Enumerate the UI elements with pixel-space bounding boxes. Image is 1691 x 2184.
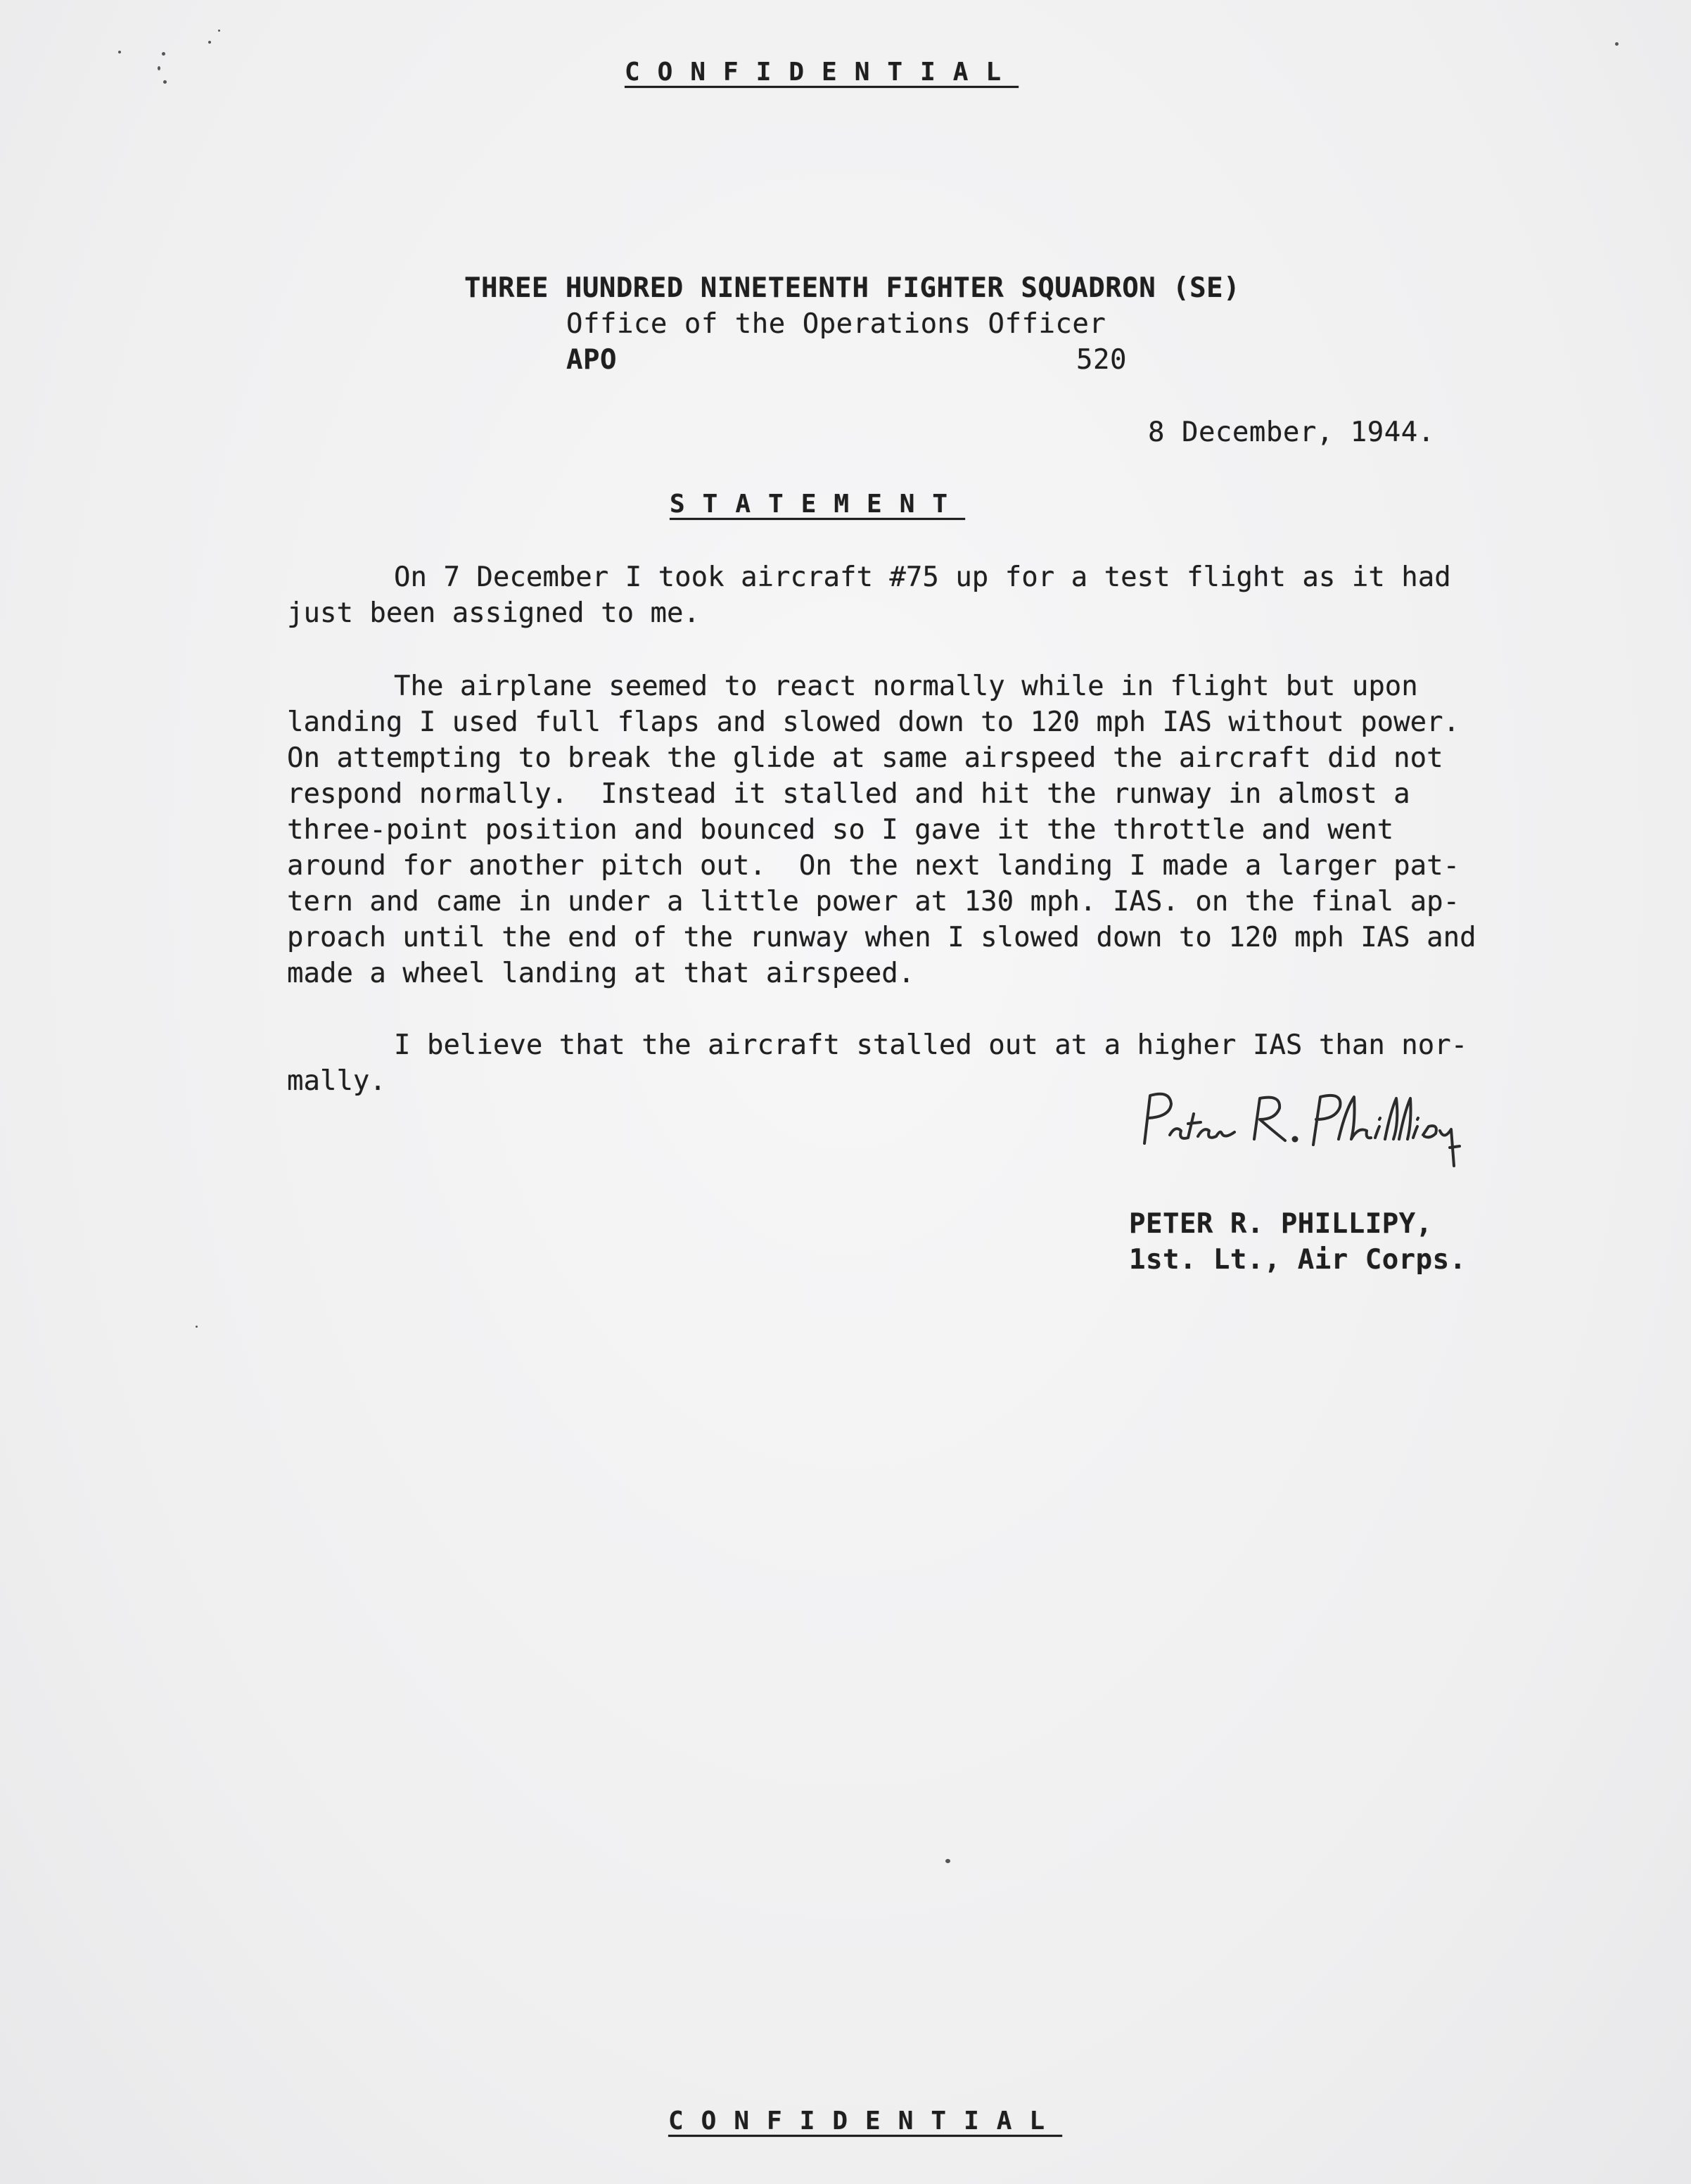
paragraph-line: The airplane seemed to react normally while in flight but upon xyxy=(394,671,1418,702)
signatory-name: PETER R. PHILLIPY, xyxy=(1129,1208,1433,1240)
paper-speck xyxy=(1615,42,1619,46)
paper-speck xyxy=(945,1859,950,1863)
header-classification-mark: CONFIDENTIAL xyxy=(625,58,1019,87)
paper-speck xyxy=(162,52,165,56)
letterhead-apo-number: 520 xyxy=(1076,344,1127,376)
paragraph-line: proach until the end of the runway when I slowed down to 120 mph IAS and xyxy=(287,922,1476,953)
paragraph-line: just been assigned to me. xyxy=(287,597,700,629)
paper-speck xyxy=(118,51,121,53)
letterhead-unit: THREE HUNDRED NINETEENTH FIGHTER SQUADRON (SE) xyxy=(464,272,1241,304)
body-paragraph-2 xyxy=(287,668,1476,991)
paper-speck xyxy=(218,30,220,32)
document-date: 8 December, 1944. xyxy=(1148,417,1435,448)
paragraph-line: made a wheel landing at that airspeed. xyxy=(287,958,915,989)
paragraph-line: mally. xyxy=(287,1065,386,1097)
letterhead-office: Office of the Operations Officer xyxy=(566,308,1106,340)
signatory-rank: 1st. Lt., Air Corps. xyxy=(1129,1244,1467,1276)
document-title: STATEMENT xyxy=(670,490,966,519)
paragraph-line: tern and came in under a little power at 130 mph. IAS. on the final ap- xyxy=(287,886,1460,918)
paragraph-line: around for another pitch out. On the next landing I made a larger pat- xyxy=(287,850,1460,882)
body-paragraph-1 xyxy=(287,559,1451,631)
paper-speck xyxy=(163,80,167,84)
paragraph-line: landing I used full flaps and slowed down to 120 mph IAS without power. xyxy=(287,706,1460,738)
paper-speck xyxy=(158,66,160,70)
paragraph-line: three-point position and bounced so I gave it the throttle and went xyxy=(287,814,1394,846)
paragraph-line: On attempting to break the glide at same airspeed the aircraft did not xyxy=(287,742,1443,774)
paragraph-line: On 7 December I took aircraft #75 up for a test flight as it had xyxy=(394,561,1451,593)
footer-classification-mark: CONFIDENTIAL xyxy=(668,2107,1063,2135)
paper-speck xyxy=(196,1326,198,1328)
paper-speck xyxy=(208,41,211,44)
letterhead-apo-label: APO xyxy=(566,344,617,376)
paragraph-line: I believe that the aircraft stalled out at a higher IAS than nor- xyxy=(394,1029,1468,1061)
paragraph-line: respond normally. Instead it stalled and hit the runway in almost a xyxy=(287,778,1410,810)
